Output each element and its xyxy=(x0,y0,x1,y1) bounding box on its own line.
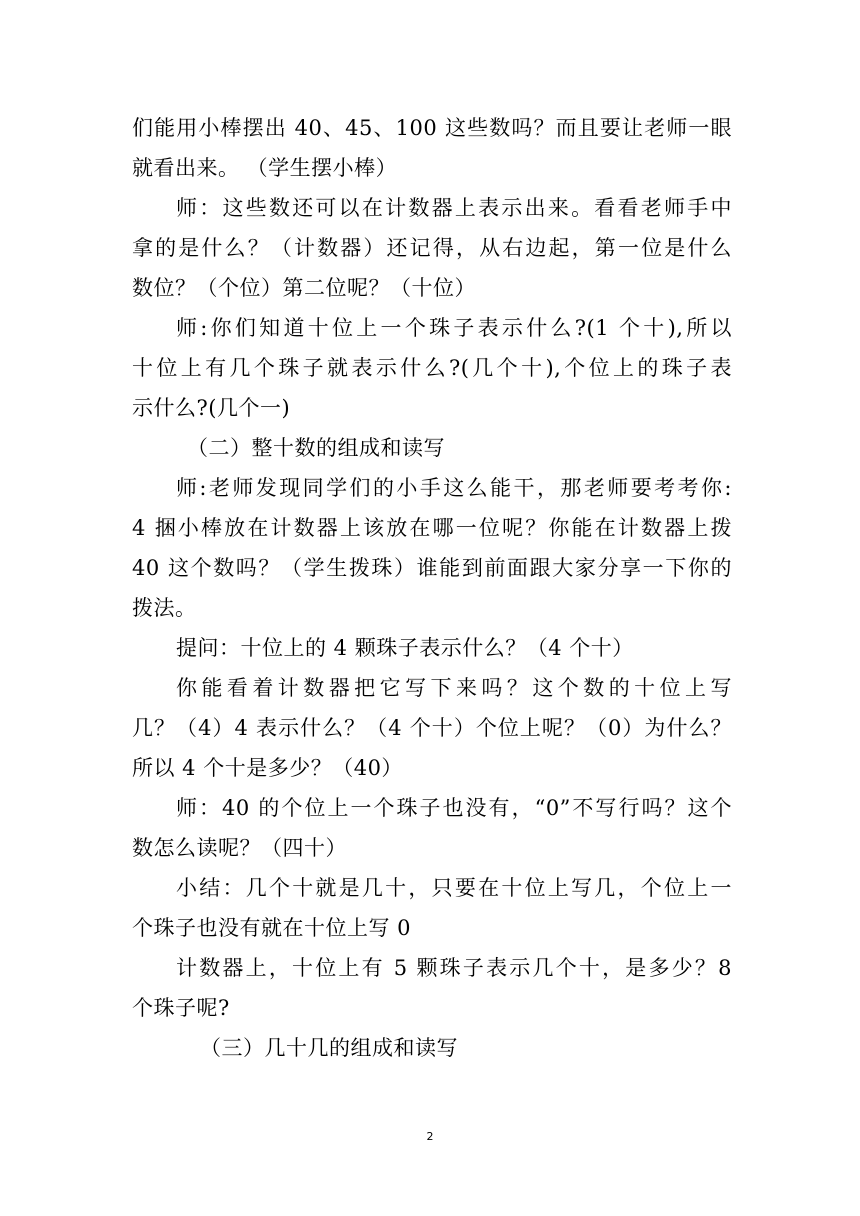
text-line-16: 几？（4）4 表示什么？（4 个十）个位上呢？（0）为什么？ xyxy=(132,716,732,740)
text-line-17: 所以 4 个十是多少？（40） xyxy=(132,756,403,780)
text-line-22: 计数器上，十位上有 5 颗珠子表示几个十，是多少？8 xyxy=(176,956,732,980)
text-line-19: 数怎么读呢？（四十） xyxy=(132,836,347,860)
text-line-4: 拿的是什么？（计数器）还记得，从右边起，第一位是什么 xyxy=(132,236,732,260)
text-line-1: 们能用小棒摆出 40、45、100 这些数吗？而且要让老师一眼 xyxy=(132,116,732,140)
text-line-13: 拨法。 xyxy=(132,596,197,620)
text-line-21: 个珠子也没有就在十位上写 0 xyxy=(132,916,412,940)
text-line-15: 你能看着计数器把它写下来吗？这个数的十位上写 xyxy=(176,676,732,700)
page-number: 2 xyxy=(426,1130,434,1143)
text-line-5: 数位？（个位）第二位呢？（十位） xyxy=(132,276,476,300)
text-line-20: 小结：几个十就是几十，只要在十位上写几，个位上一 xyxy=(176,876,732,900)
text-line-8: 示什么?(几个一) xyxy=(132,396,291,420)
text-line-7: 十位上有几个珠子就表示什么?(几个十),个位上的珠子表 xyxy=(132,356,732,380)
text-line-12: 40 这个数吗？（学生拨珠）谁能到前面跟大家分享一下你的 xyxy=(132,556,732,580)
section-heading-3: （三）几十几的组成和读写 xyxy=(200,1036,458,1060)
text-line-11: 4 捆小棒放在计数器上该放在哪一位呢？你能在计数器上拨 xyxy=(132,516,732,540)
text-line-6: 师:你们知道十位上一个珠子表示什么?(1 个十),所以 xyxy=(176,316,732,340)
text-line-3: 师：这些数还可以在计数器上表示出来。看看老师手中 xyxy=(176,196,732,220)
text-line-23: 个珠子呢? xyxy=(132,996,230,1020)
section-heading-2: （二）整十数的组成和读写 xyxy=(187,436,445,460)
text-line-2: 就看出来。 （学生摆小棒） xyxy=(132,156,398,180)
text-line-10: 师:老师发现同学们的小手这么能干，那老师要考考你: xyxy=(176,476,732,500)
text-line-14: 提问：十位上的 4 颗珠子表示什么？（4 个十） xyxy=(176,636,634,660)
text-line-18: 师：40 的个位上一个珠子也没有，“0”不写行吗？这个 xyxy=(176,796,732,820)
